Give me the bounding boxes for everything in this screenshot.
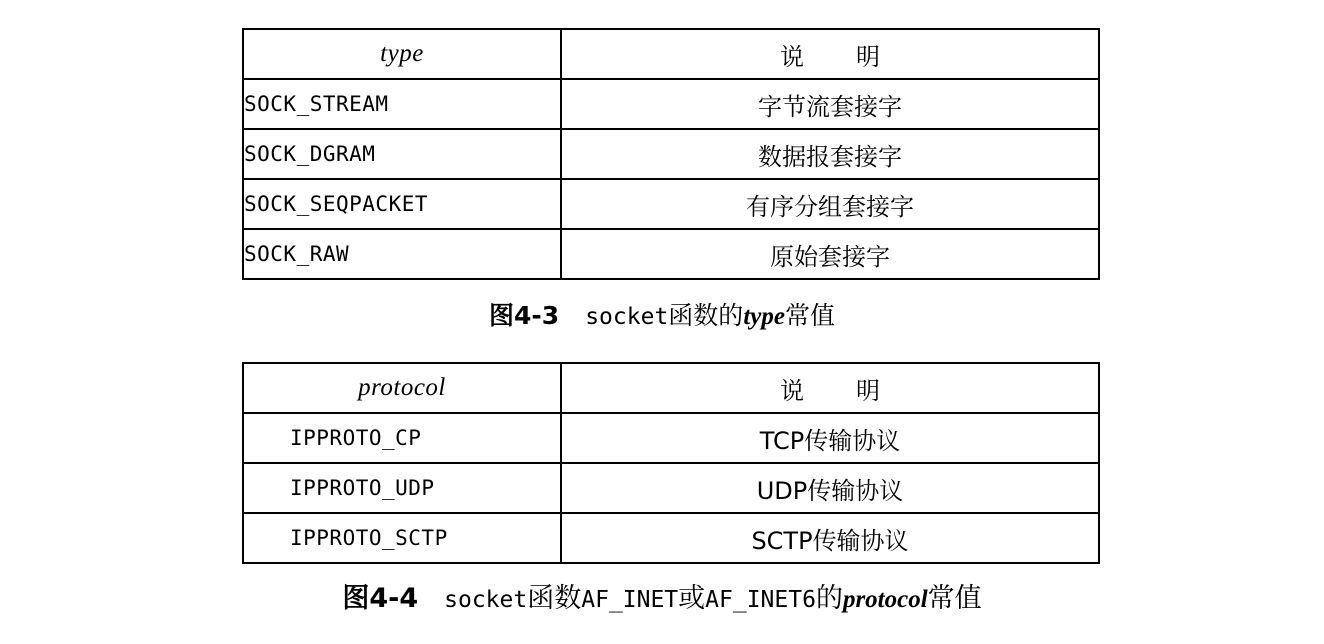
caption-text-post: 常值 [927, 583, 982, 614]
caption-mono-socket: socket [585, 304, 669, 330]
figure-caption-4-3 [0, 296, 1324, 332]
protocol-constant-description: UDP传输协议 [561, 463, 1099, 513]
type-constants-table [242, 28, 1100, 280]
table-row [243, 179, 1099, 229]
figure-number: 图4-3 [489, 301, 560, 330]
table-header [243, 363, 1099, 413]
type-constant-name: SOCK_SEQPACKET [243, 179, 561, 229]
protocol-constant-description: SCTP传输协议 [561, 513, 1099, 563]
column-header-protocol: protocol [243, 363, 561, 413]
table-header-row [243, 363, 1099, 413]
type-constant-description: 原始套接字 [561, 229, 1099, 279]
caption-mono-socket: socket [444, 587, 528, 613]
type-constant-description: 数据报套接字 [561, 129, 1099, 179]
protocol-constant-name: IPPROTO_CP [243, 413, 561, 463]
table-row [243, 513, 1099, 563]
caption-text-mid: 函数 [527, 583, 582, 614]
protocol-constant-name: IPPROTO_SCTP [243, 513, 561, 563]
table-row [243, 463, 1099, 513]
caption-mono-af-inet6: AF_INET6 [705, 587, 816, 613]
table-header [243, 29, 1099, 79]
protocol-constant-description: TCP传输协议 [561, 413, 1099, 463]
caption-italic-type: type [743, 303, 785, 330]
type-constant-description: 有序分组套接字 [561, 179, 1099, 229]
figure-number: 图4-4 [342, 583, 419, 614]
figure-caption-4-4 [0, 576, 1324, 615]
protocol-constants-table [242, 362, 1100, 564]
table-header-row [243, 29, 1099, 79]
type-constant-name: SOCK_RAW [243, 229, 561, 279]
column-header-type: type [243, 29, 561, 79]
caption-mono-af-inet: AF_INET [581, 587, 679, 613]
table-body [243, 413, 1099, 563]
caption-text-de: 的 [815, 583, 843, 614]
type-constant-description: 字节流套接字 [561, 79, 1099, 129]
column-header-description: 说 明 [561, 29, 1099, 79]
table-row [243, 413, 1099, 463]
table-row [243, 129, 1099, 179]
table-row [243, 79, 1099, 129]
table-body [243, 79, 1099, 279]
type-constant-name: SOCK_DGRAM [243, 129, 561, 179]
protocol-constant-name: IPPROTO_UDP [243, 463, 561, 513]
type-constants-table-block [242, 28, 1098, 280]
type-constant-name: SOCK_STREAM [243, 79, 561, 129]
protocol-constants-table-block [242, 362, 1098, 564]
caption-text-mid: 函数的 [668, 301, 744, 330]
caption-text-post: 常值 [784, 301, 835, 330]
caption-italic-protocol: protocol [842, 586, 928, 613]
caption-text-or: 或 [678, 583, 706, 614]
column-header-description: 说 明 [561, 363, 1099, 413]
table-row [243, 229, 1099, 279]
